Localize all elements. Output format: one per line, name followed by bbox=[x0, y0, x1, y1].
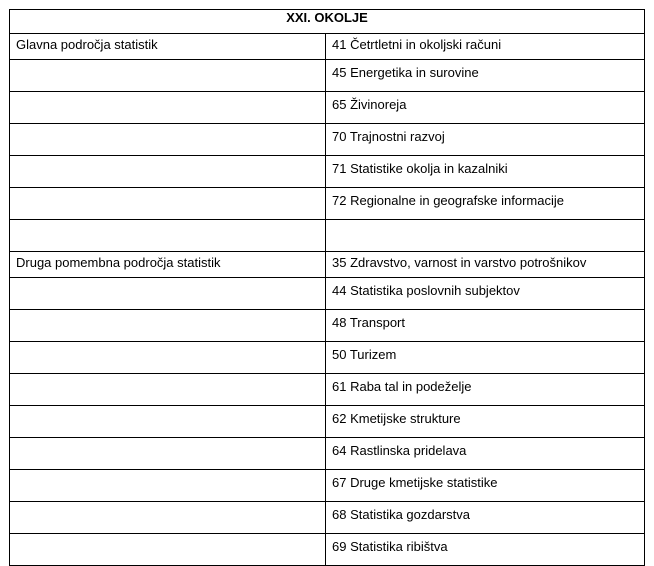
table-row bbox=[10, 342, 645, 374]
main-area-item: 65 Živinoreja bbox=[326, 92, 645, 124]
main-area-item: 41 Četrtletni in okoljski računi bbox=[326, 34, 645, 60]
empty-cell bbox=[10, 310, 326, 342]
table-row bbox=[10, 310, 645, 342]
empty-cell bbox=[10, 406, 326, 438]
table-row bbox=[10, 406, 645, 438]
other-area-item: 48 Transport bbox=[326, 310, 645, 342]
empty-cell bbox=[10, 342, 326, 374]
table-row bbox=[10, 470, 645, 502]
other-area-item: 61 Raba tal in podeželje bbox=[326, 374, 645, 406]
other-area-item: 68 Statistika gozdarstva bbox=[326, 502, 645, 534]
table-row bbox=[10, 188, 645, 220]
empty-cell bbox=[10, 374, 326, 406]
table-row bbox=[10, 92, 645, 124]
other-area-item: 35 Zdravstvo, varnost in varstvo potrošnikov bbox=[326, 252, 645, 278]
empty-cell bbox=[10, 502, 326, 534]
other-area-item: 69 Statistika ribištva bbox=[326, 534, 645, 566]
main-area-item: 45 Energetika in surovine bbox=[326, 60, 645, 92]
statistics-table bbox=[9, 9, 645, 566]
empty-cell bbox=[10, 278, 326, 310]
table-row bbox=[10, 374, 645, 406]
empty-cell bbox=[10, 92, 326, 124]
empty-cell bbox=[10, 156, 326, 188]
other-area-item: 67 Druge kmetijske statistike bbox=[326, 470, 645, 502]
table-title: XXI. OKOLJE bbox=[10, 10, 645, 34]
other-areas-label: Druga pomembna področja statistik bbox=[10, 252, 326, 278]
table-row bbox=[10, 124, 645, 156]
empty-cell bbox=[326, 220, 645, 252]
empty-cell bbox=[10, 188, 326, 220]
main-area-item: 70 Trajnostni razvoj bbox=[326, 124, 645, 156]
table-row bbox=[10, 502, 645, 534]
table-row bbox=[10, 278, 645, 310]
other-area-item: 62 Kmetijske strukture bbox=[326, 406, 645, 438]
table-row bbox=[10, 34, 645, 60]
main-area-item: 72 Regionalne in geografske informacije bbox=[326, 188, 645, 220]
other-area-item: 64 Rastlinska pridelava bbox=[326, 438, 645, 470]
table-row bbox=[10, 252, 645, 278]
table-row bbox=[10, 534, 645, 566]
table-row bbox=[10, 60, 645, 92]
empty-cell bbox=[10, 220, 326, 252]
empty-cell bbox=[10, 124, 326, 156]
empty-cell bbox=[10, 60, 326, 92]
empty-cell bbox=[10, 438, 326, 470]
other-area-item: 44 Statistika poslovnih subjektov bbox=[326, 278, 645, 310]
main-areas-label: Glavna področja statistik bbox=[10, 34, 326, 60]
spacer-row bbox=[10, 220, 645, 252]
main-area-item: 71 Statistike okolja in kazalniki bbox=[326, 156, 645, 188]
table-row bbox=[10, 156, 645, 188]
empty-cell bbox=[10, 534, 326, 566]
other-area-item: 50 Turizem bbox=[326, 342, 645, 374]
table-row bbox=[10, 438, 645, 470]
empty-cell bbox=[10, 470, 326, 502]
